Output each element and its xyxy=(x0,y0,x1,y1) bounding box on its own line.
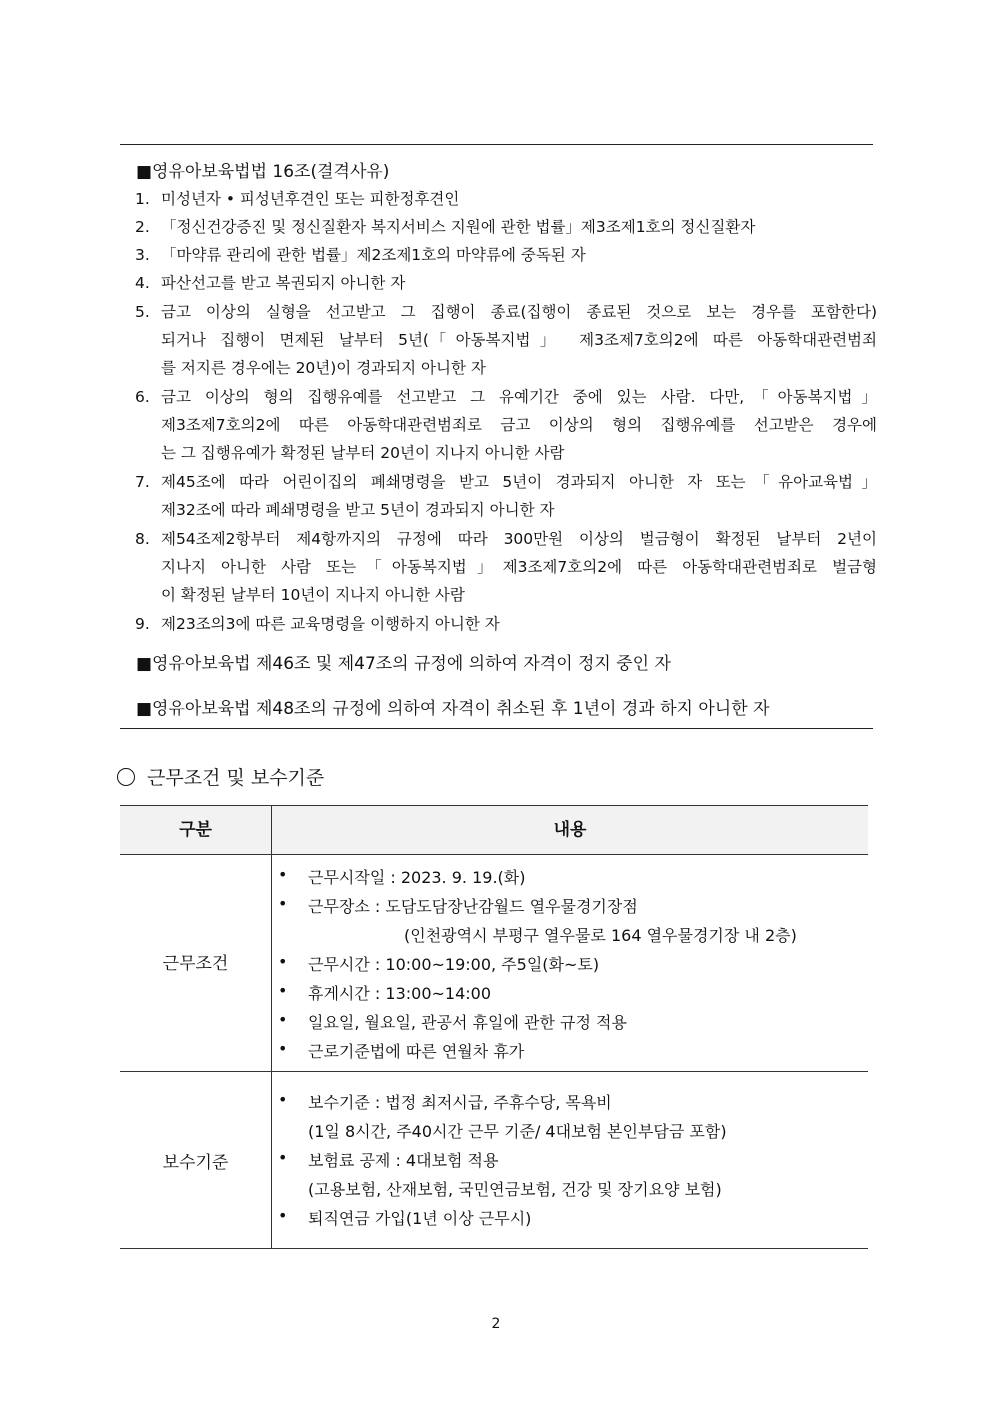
item-text-line: 제45조에 따라 어린이집의 폐쇄명령을 받고 5년이 경과되지 아니한 자 또는「유아교육법」 xyxy=(161,473,877,491)
page-number: 2 xyxy=(491,1316,501,1332)
item-text-line: 는 그 집행유예가 확정된 날부터 20년이 지나지 아니한 사람 xyxy=(161,444,565,462)
row-label-work-conditions: 근무조건 xyxy=(162,954,229,974)
item-text: 파산선고를 받고 복권되지 아니한 자 xyxy=(161,274,406,292)
item-text-line: 를 저지른 경우에는 20년)이 경과되지 아니한 자 xyxy=(161,359,486,377)
header-category: 구분 xyxy=(179,820,212,840)
item-text-line: 제54조제2항부터 제4항까지의 규정에 따라 300만원 이상의 벌금형이 확정된 날부터 2년이 xyxy=(161,530,877,548)
item-text: 미성년자 • 피성년후견인 또는 피한정후견인 xyxy=(161,190,460,208)
disqualification-box xyxy=(120,144,877,729)
circle-bullet-icon xyxy=(117,768,135,786)
section-title-text: 근무조건 및 보수기준 xyxy=(147,767,325,789)
item-number: 4. xyxy=(135,274,150,292)
box-heading-suspended: ■영유아보육법 제46조 및 제47조의 규정에 의하여 자격이 정지 중인 자 xyxy=(136,654,671,674)
table-bottom-border xyxy=(120,1248,868,1249)
table-header xyxy=(120,805,868,855)
item-number: 5. xyxy=(135,303,150,321)
item-number: 2. xyxy=(135,218,150,236)
item-text-line: 지나지 아니한 사람 또는「아동복지법」제3조제7호의2에 따른 아동학대관련범죄로 벌금형 xyxy=(161,558,877,576)
item-text: 「마약류 관리에 관한 법률」제2조제1호의 마약류에 중독된 자 xyxy=(161,246,586,264)
item-text-line: 이 확정된 날부터 10년이 지나지 아니한 사람 xyxy=(161,586,465,604)
item-text-line: 금고 이상의 실형을 선고받고 그 집행이 종료(집행이 종료된 것으로 보는 경우를 포함한다) xyxy=(161,303,877,321)
item-number: 9. xyxy=(135,615,150,633)
box-heading-revoked: ■영유아보육법 제48조의 규정에 의하여 자격이 취소된 후 1년이 경과 하지 아니한 자 xyxy=(136,699,770,719)
row-divider xyxy=(120,1071,868,1072)
item-text-line: 금고 이상의 형의 집행유예를 선고받고 그 유예기간 중에 있는 사람. 다만,「아동복지법」 xyxy=(161,388,877,406)
item-text: 「정신건강증진 및 정신질환자 복지서비스 지원에 관한 법률」제3조제1호의 정신질환자 xyxy=(161,218,756,236)
item-text: 제23조의3에 따른 교육명령을 이행하지 아니한 자 xyxy=(161,615,500,633)
item-number: 1. xyxy=(135,190,150,208)
box-heading-article16: ■영유아보육법법 16조(결격사유) xyxy=(136,162,390,182)
item-text-line: 제3조제7호의2에 따른 아동학대관련범죄로 금고 이상의 형의 집행유예를 선고받은 경우에 xyxy=(161,416,877,434)
item-number: 3. xyxy=(135,246,150,264)
item-text-line: 제32조에 따라 폐쇄명령을 받고 5년이 경과되지 아니한 자 xyxy=(161,501,555,519)
section-title xyxy=(117,763,324,790)
header-content: 내용 xyxy=(553,820,587,840)
row-label-pay-standard: 보수기준 xyxy=(162,1153,229,1173)
item-number: 7. xyxy=(135,473,150,491)
item-text-line: 되거나 집행이 면제된 날부터 5년(「아동복지법」 제3조제7호의2에 따른 아동학대관련범죄 xyxy=(161,331,877,349)
item-number: 8. xyxy=(135,530,150,548)
column-divider xyxy=(271,805,272,1249)
item-number: 6. xyxy=(135,388,150,406)
